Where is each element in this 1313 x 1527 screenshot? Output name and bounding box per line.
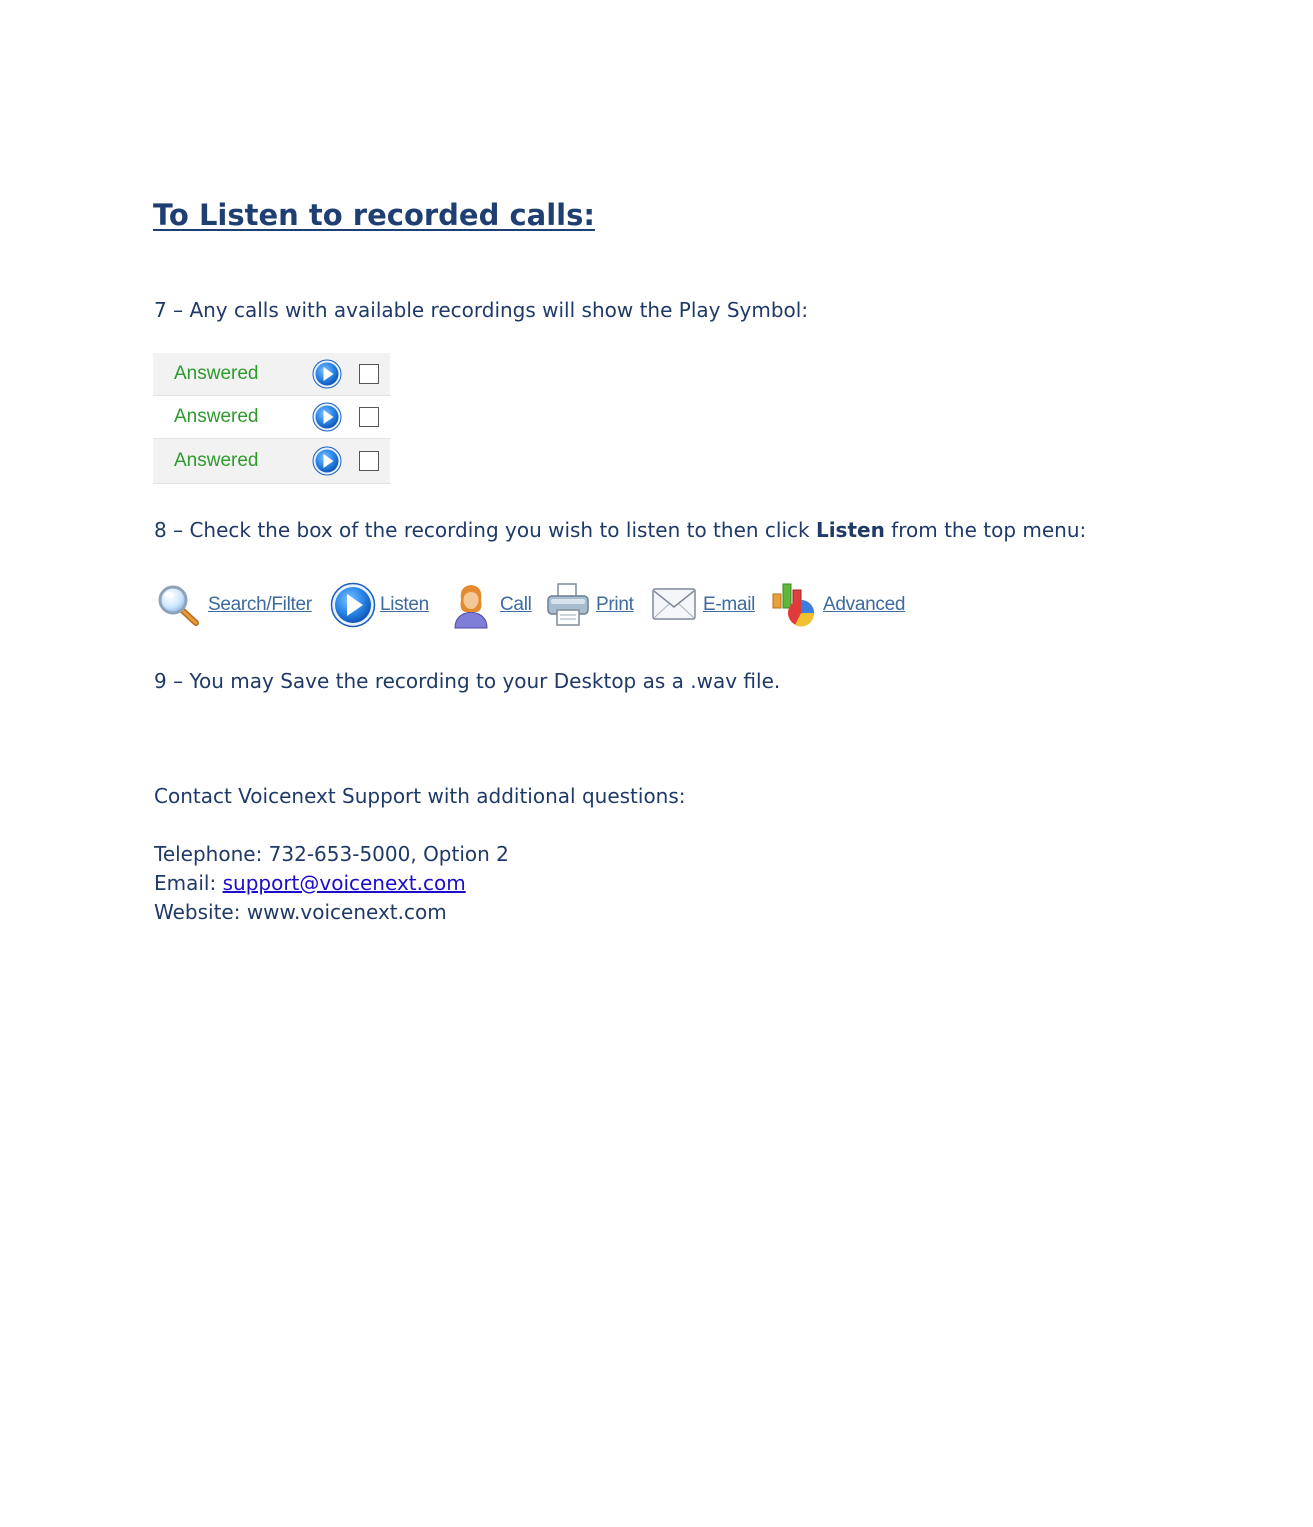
call-button[interactable] (449, 578, 532, 632)
call-checkbox[interactable] (359, 451, 379, 471)
call-checkbox[interactable] (359, 364, 379, 384)
call-row (153, 353, 390, 396)
listen-button[interactable] (329, 578, 431, 632)
call-status: Answered (174, 406, 259, 427)
play-icon (330, 582, 376, 628)
top-menu-toolbar (153, 578, 923, 632)
step-8-text-part: 8 – Check the box of the recording you wish to listen to then click (154, 518, 816, 542)
search-filter-label[interactable]: Search/Filter (208, 594, 312, 615)
listen-label[interactable]: Listen (380, 594, 429, 615)
step-7-text: 7 – Any calls with available recordings will show the Play Symbol: (154, 298, 809, 322)
advanced-button[interactable] (771, 578, 911, 632)
call-row (153, 396, 390, 439)
person-icon (449, 582, 493, 630)
email-label[interactable]: E-mail (703, 594, 756, 615)
chart-icon (771, 580, 817, 628)
email-button[interactable] (651, 578, 755, 632)
play-icon[interactable] (312, 402, 342, 432)
play-icon[interactable] (312, 359, 342, 389)
advanced-label[interactable]: Advanced (823, 594, 906, 615)
contact-email-line (154, 871, 466, 895)
support-email-link[interactable]: support@voicenext.com (222, 871, 466, 895)
step-8-bold-listen: Listen (815, 518, 885, 542)
envelope-icon (651, 586, 697, 622)
print-button[interactable] (545, 578, 635, 632)
magnifier-icon (155, 582, 201, 628)
call-row (153, 439, 390, 484)
search-filter-button[interactable] (153, 578, 313, 632)
step-9-text: 9 – You may Save the recording to your Desktop as a .wav file. (154, 669, 781, 693)
printer-icon (545, 582, 591, 628)
step-8-text (154, 518, 1086, 542)
page-title: To Listen to recorded calls: (153, 198, 595, 232)
contact-telephone: Telephone: 732-653-5000, Option 2 (154, 842, 509, 866)
call-status: Answered (174, 363, 259, 384)
contact-intro: Contact Voicenext Support with additional questions: (154, 784, 686, 808)
call-list (153, 353, 390, 484)
call-checkbox[interactable] (359, 407, 379, 427)
contact-email-prefix: Email: (154, 871, 223, 895)
contact-website: Website: www.voicenext.com (154, 900, 447, 924)
call-label[interactable]: Call (500, 594, 532, 615)
step-8-text-part: from the top menu: (884, 518, 1087, 542)
call-status: Answered (174, 450, 259, 471)
print-label[interactable]: Print (596, 594, 634, 615)
play-icon[interactable] (312, 446, 342, 476)
